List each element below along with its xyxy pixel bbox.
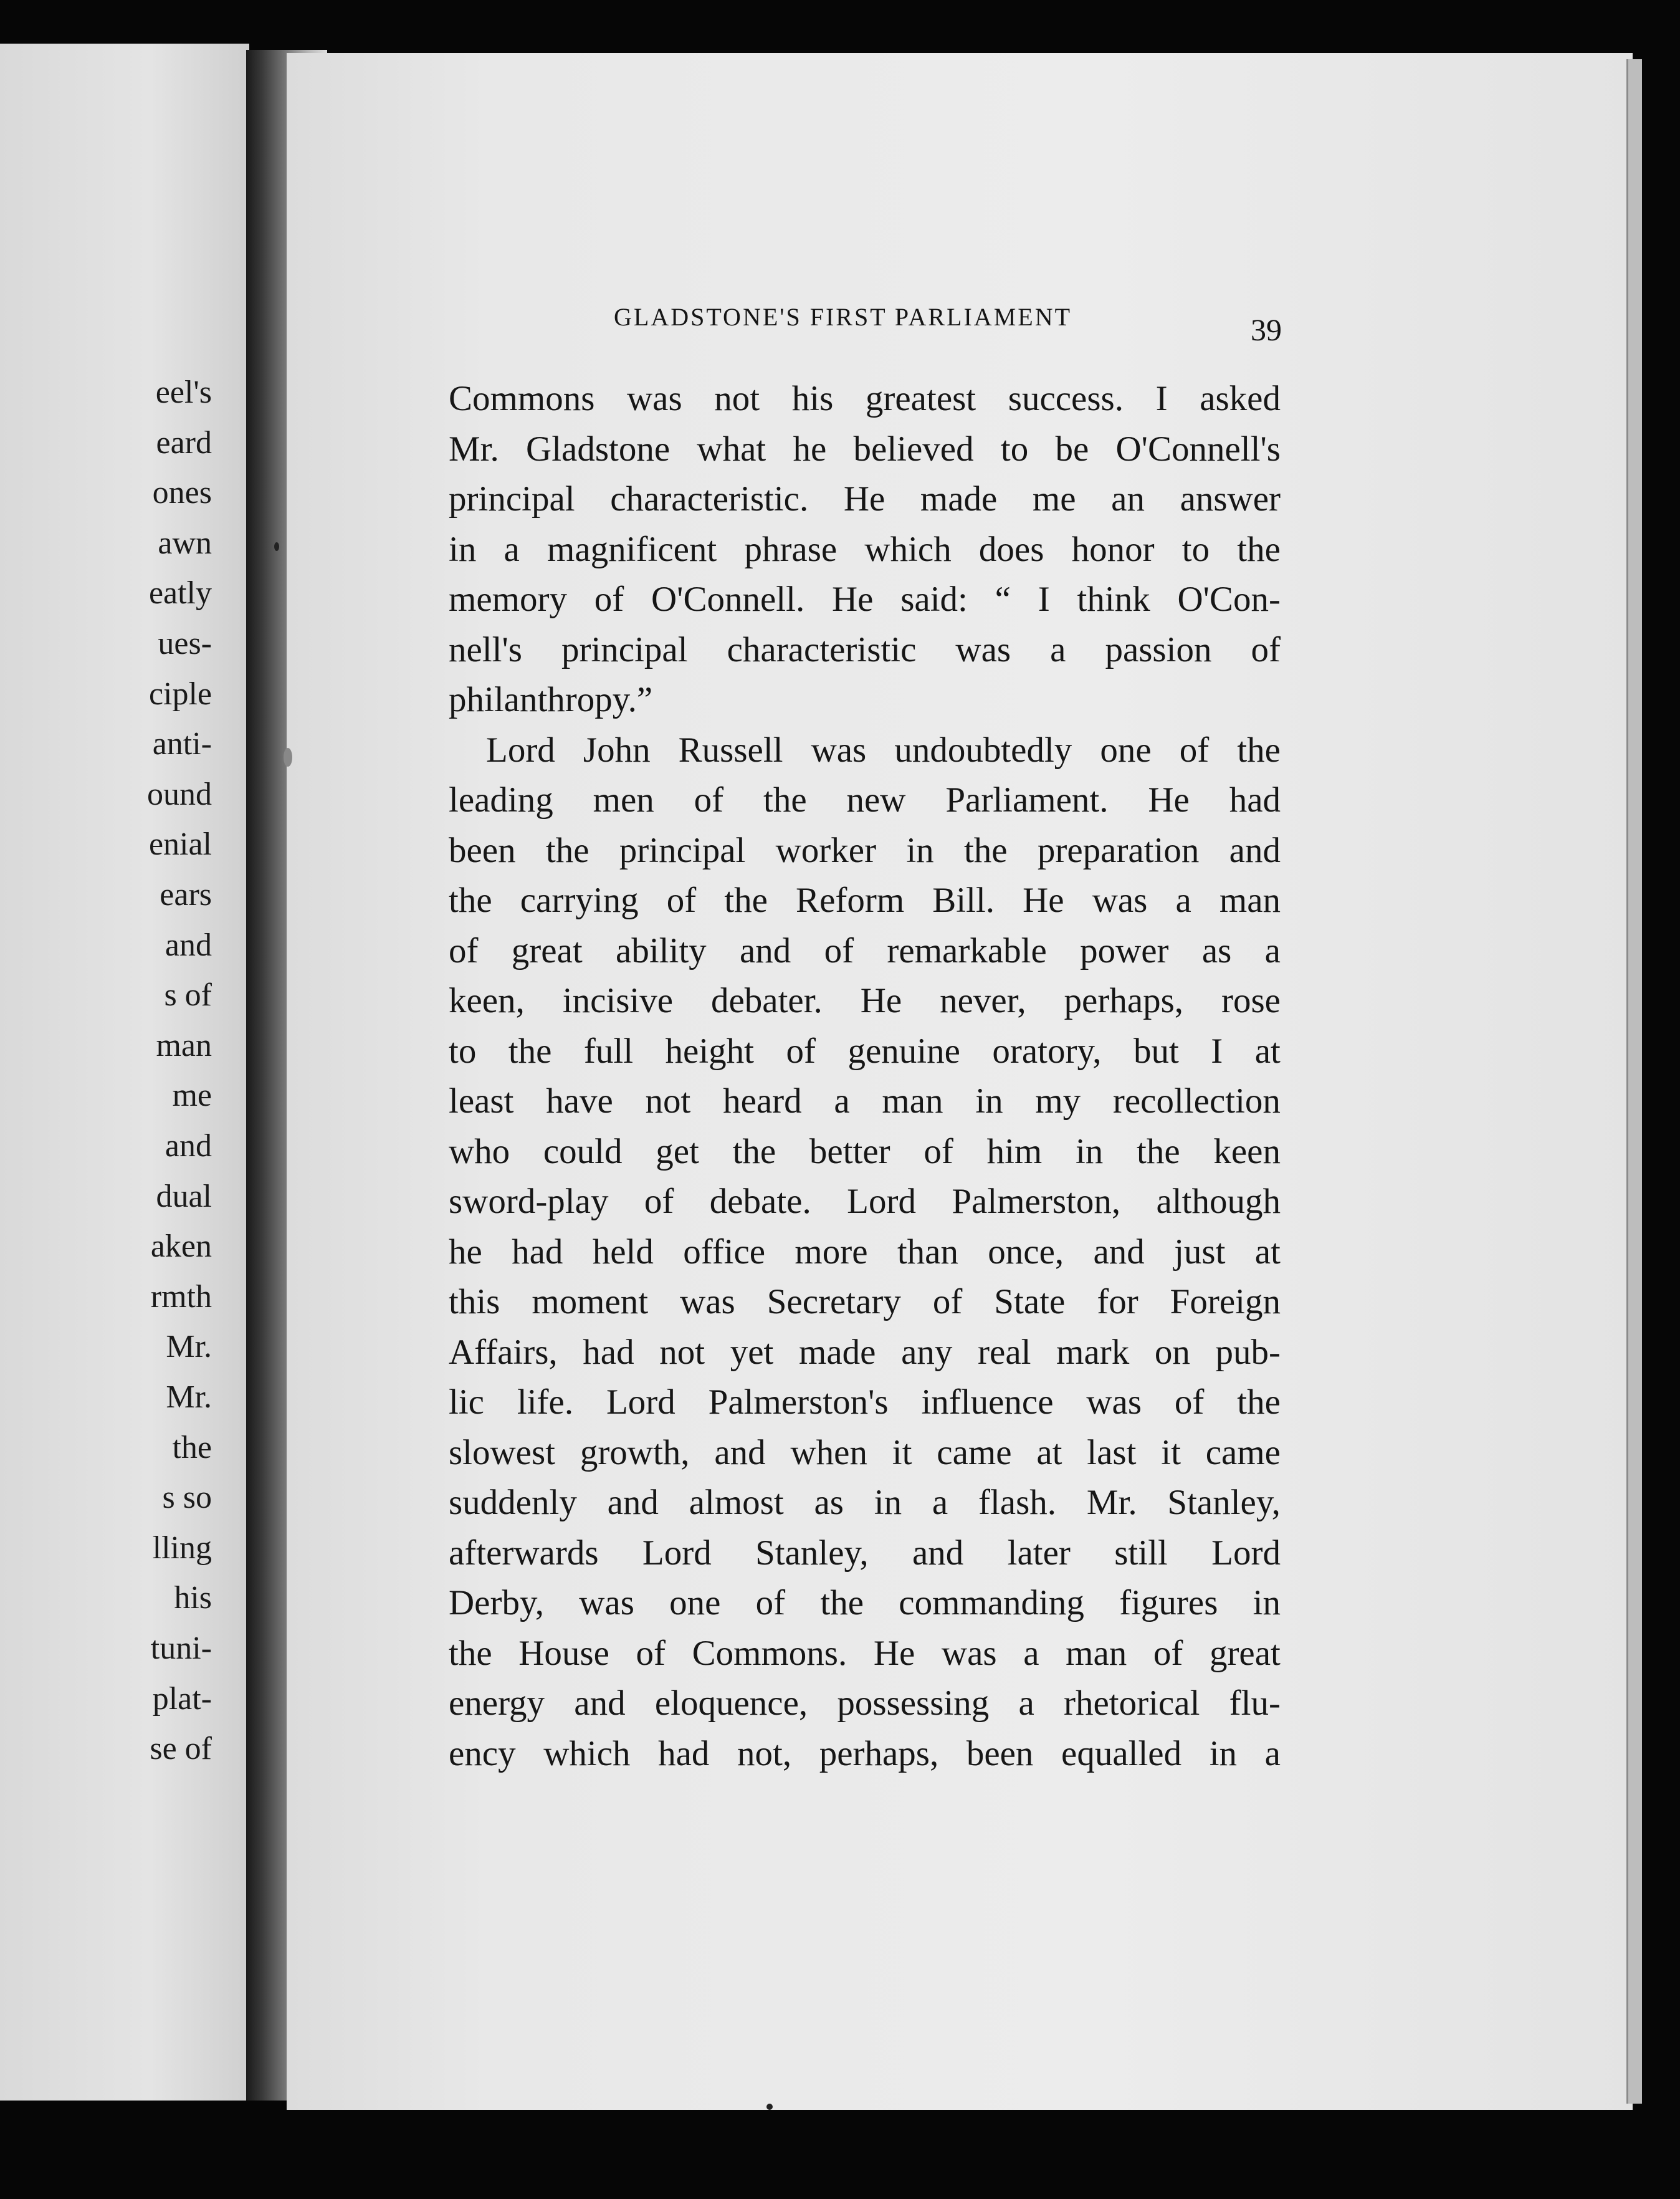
body-line: in a magnificent phrase which does honor to the <box>449 529 1281 569</box>
previous-page-line-fragment: Mr. <box>166 1379 212 1415</box>
previous-page-line-fragment: rmth <box>150 1278 212 1315</box>
body-line: Commons was not his greatest success. I asked <box>449 379 1281 418</box>
previous-page-line-fragment: and <box>165 1128 212 1164</box>
page-edge <box>1626 59 1642 2104</box>
body-line: Lord John Russell was undoubtedly one of the <box>486 730 1281 770</box>
body-line: of great ability and of remarkable power as a <box>449 931 1281 970</box>
previous-page-line-fragment: tuni- <box>150 1631 212 1666</box>
body-line: energy and eloquence, possessing a rhetorical flu- <box>449 1684 1281 1723</box>
body-line: sword-play of debate. Lord Palmerston, although <box>449 1182 1281 1221</box>
previous-page-line-fragment: ones <box>152 475 212 511</box>
body-line: he had held office more than once, and just at <box>449 1232 1281 1272</box>
previous-page-line-fragment: ound <box>147 776 212 812</box>
previous-page-line-fragment: awn <box>158 525 212 561</box>
previous-page-line-fragment: se of <box>150 1731 212 1767</box>
body-line: keen, incisive debater. He never, perhaps, rose <box>449 981 1281 1020</box>
scan-speck <box>766 2104 773 2110</box>
body-line: the House of Commons. He was a man of great <box>449 1633 1281 1673</box>
previous-page <box>0 44 249 2101</box>
previous-page-line-fragment: lling <box>152 1530 212 1566</box>
previous-page-line-fragment: s so <box>162 1480 212 1516</box>
previous-page-line-fragment: his <box>174 1580 212 1616</box>
previous-page-line-fragment: enial <box>148 826 212 863</box>
running-head: GLADSTONE'S FIRST PARLIAMENT <box>614 303 1072 331</box>
previous-page-line-fragment: ears <box>160 877 212 913</box>
body-line: the carrying of the Reform Bill. He was a man <box>449 881 1281 920</box>
body-line: afterwards Lord Stanley, and later still Lord <box>449 1533 1281 1573</box>
body-line: this moment was Secretary of State for Foreign <box>449 1282 1281 1321</box>
body-line: least have not heard a man in my recollection <box>449 1081 1281 1121</box>
previous-page-line-fragment: plat- <box>152 1680 212 1717</box>
page-number: 39 <box>1251 312 1282 347</box>
body-line: memory of O'Connell. He said: “ I think O'Con- <box>449 580 1281 619</box>
body-line: been the principal worker in the preparation and <box>449 830 1281 870</box>
body-line: leading men of the new Parliament. He had <box>449 780 1281 820</box>
previous-page-line-fragment: the <box>172 1429 212 1465</box>
body-line: Mr. Gladstone what he believed to be O'Connell's <box>449 429 1281 469</box>
body-line: to the full height of genuine oratory, but I at <box>449 1031 1281 1071</box>
previous-page-line-fragment: anti- <box>152 726 212 762</box>
body-line: slowest growth, and when it came at last it came <box>449 1432 1281 1472</box>
body-line: Derby, was one of the commanding figures in <box>449 1583 1281 1622</box>
previous-page-line-fragment: and <box>165 927 212 963</box>
body-line: ency which had not, perhaps, been equalled in a <box>449 1733 1281 1773</box>
body-line: Affairs, had not yet made any real mark on pub- <box>449 1332 1281 1372</box>
scan-speck <box>274 542 279 551</box>
body-line: suddenly and almost as in a flash. Mr. Stanley, <box>449 1483 1281 1522</box>
previous-page-line-fragment: dual <box>156 1178 212 1214</box>
body-line: lic life. Lord Palmerston's influence was of the <box>449 1382 1281 1422</box>
previous-page-line-fragment: eard <box>156 424 212 461</box>
previous-page-line-fragment: me <box>172 1078 212 1114</box>
previous-page-line-fragment: s of <box>164 977 212 1013</box>
body-line: who could get the better of him in the keen <box>449 1131 1281 1171</box>
previous-page-line-fragment: eel's <box>155 375 212 410</box>
body-text <box>449 374 1281 1779</box>
previous-page-line-fragment: aken <box>150 1229 212 1265</box>
body-line: principal characteristic. He made me an answer <box>449 479 1281 519</box>
previous-page-line-fragment: eatly <box>148 575 212 611</box>
previous-page-line-fragment: ciple <box>148 676 212 712</box>
previous-page-line-fragment: ues- <box>158 626 212 661</box>
body-line: philanthropy.” <box>449 680 653 719</box>
previous-page-line-fragment: Mr. <box>166 1329 212 1365</box>
scan-speck <box>284 748 292 767</box>
previous-page-line-fragment: man <box>156 1027 212 1063</box>
body-line: nell's principal characteristic was a passion of <box>449 630 1281 669</box>
